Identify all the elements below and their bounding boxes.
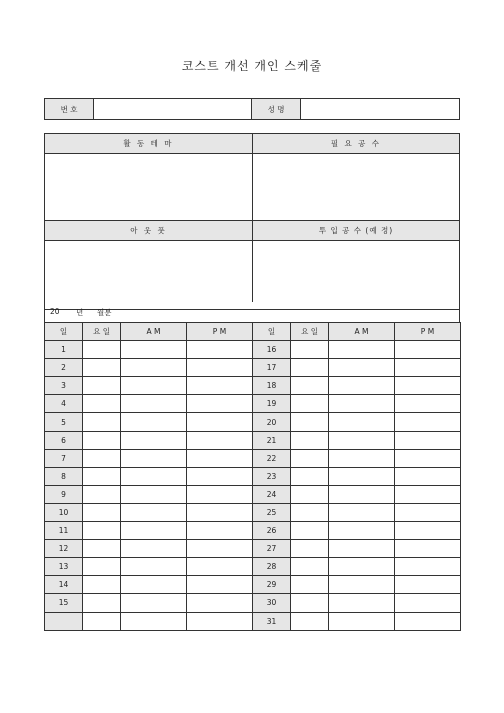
schedule-header-row xyxy=(45,323,461,341)
weekday-field[interactable] xyxy=(291,467,329,485)
table-row xyxy=(45,485,461,503)
pm-field[interactable] xyxy=(395,576,461,594)
am-field[interactable] xyxy=(121,377,187,395)
pm-field[interactable] xyxy=(395,522,461,540)
pm-field[interactable] xyxy=(395,540,461,558)
day-cell: 27 xyxy=(253,540,291,558)
am-field[interactable] xyxy=(329,359,395,377)
am-field[interactable] xyxy=(121,431,187,449)
day-cell: 31 xyxy=(253,612,291,630)
table-row xyxy=(45,503,461,521)
am-field[interactable] xyxy=(121,612,187,630)
weekday-field[interactable] xyxy=(291,359,329,377)
page-title: 코스트 개선 개인 스케줄 xyxy=(181,59,323,73)
am-field[interactable] xyxy=(329,485,395,503)
weekday-field[interactable] xyxy=(291,558,329,576)
table-row xyxy=(45,395,461,413)
am-field[interactable] xyxy=(121,485,187,503)
day-cell: 8 xyxy=(45,467,83,485)
day-cell: 5 xyxy=(45,413,83,431)
day-cell: 3 xyxy=(45,377,83,395)
weekday-field[interactable] xyxy=(83,485,121,503)
weekday-header: 요 일 xyxy=(291,323,329,341)
pm-field[interactable] xyxy=(395,612,461,630)
table-row xyxy=(45,341,461,359)
pm-field[interactable] xyxy=(187,431,253,449)
weekday-field[interactable] xyxy=(291,576,329,594)
day-cell: 22 xyxy=(253,449,291,467)
pm-field[interactable] xyxy=(395,395,461,413)
am-field[interactable] xyxy=(329,449,395,467)
pm-field[interactable] xyxy=(395,359,461,377)
pm-field[interactable] xyxy=(395,503,461,521)
am-field[interactable] xyxy=(329,341,395,359)
weekday-field[interactable] xyxy=(291,503,329,521)
am-field[interactable] xyxy=(121,359,187,377)
required-hours-content-field[interactable] xyxy=(253,154,459,221)
table-row xyxy=(45,522,461,540)
day-cell: 12 xyxy=(45,540,83,558)
weekday-header: 요 일 xyxy=(83,323,121,341)
day-cell: 30 xyxy=(253,594,291,612)
weekday-field[interactable] xyxy=(83,377,121,395)
pm-field[interactable] xyxy=(395,485,461,503)
table-row xyxy=(45,413,461,431)
weekday-field[interactable] xyxy=(83,395,121,413)
month-suffix: 월분 xyxy=(97,308,112,317)
day-cell: 17 xyxy=(253,359,291,377)
day-cell: 19 xyxy=(253,395,291,413)
day-cell: 28 xyxy=(253,558,291,576)
number-field[interactable] xyxy=(94,99,252,119)
pm-field[interactable] xyxy=(187,558,253,576)
weekday-field[interactable] xyxy=(83,341,121,359)
pm-field[interactable] xyxy=(395,449,461,467)
pm-field[interactable] xyxy=(187,377,253,395)
schedule-table xyxy=(44,322,461,631)
pm-field[interactable] xyxy=(395,594,461,612)
pm-field[interactable] xyxy=(187,576,253,594)
day-cell: 4 xyxy=(45,395,83,413)
am-header: A M xyxy=(121,323,187,341)
table-row xyxy=(45,431,461,449)
day-cell: 29 xyxy=(253,576,291,594)
planned-hours-content-field[interactable] xyxy=(253,241,459,302)
day-cell: 26 xyxy=(253,522,291,540)
weekday-field[interactable] xyxy=(83,413,121,431)
pm-field[interactable] xyxy=(395,467,461,485)
day-cell: 24 xyxy=(253,485,291,503)
pm-field[interactable] xyxy=(395,341,461,359)
pm-field[interactable] xyxy=(187,395,253,413)
day-cell: 20 xyxy=(253,413,291,431)
am-field[interactable] xyxy=(121,413,187,431)
theme-header: 활 동 테 마 xyxy=(45,134,253,154)
day-cell xyxy=(45,612,83,630)
pm-field[interactable] xyxy=(187,413,253,431)
day-header: 일 xyxy=(45,323,83,341)
am-field[interactable] xyxy=(121,558,187,576)
am-field[interactable] xyxy=(329,377,395,395)
table-row xyxy=(45,449,461,467)
day-cell: 6 xyxy=(45,431,83,449)
pm-field[interactable] xyxy=(395,431,461,449)
table-row xyxy=(45,359,461,377)
name-field[interactable] xyxy=(301,99,459,119)
weekday-field[interactable] xyxy=(291,612,329,630)
day-cell: 14 xyxy=(45,576,83,594)
day-cell: 16 xyxy=(253,341,291,359)
day-cell: 18 xyxy=(253,377,291,395)
id-row xyxy=(44,98,460,120)
am-field[interactable] xyxy=(329,594,395,612)
day-cell: 2 xyxy=(45,359,83,377)
pm-field[interactable] xyxy=(187,540,253,558)
weekday-field[interactable] xyxy=(291,485,329,503)
am-field[interactable] xyxy=(121,341,187,359)
pm-field[interactable] xyxy=(187,594,253,612)
required-hours-header: 필 요 공 수 xyxy=(253,134,459,154)
weekday-field[interactable] xyxy=(83,431,121,449)
number-label: 번 호 xyxy=(45,99,94,119)
year-prefix: 20 xyxy=(50,307,60,316)
weekday-field[interactable] xyxy=(83,522,121,540)
am-field[interactable] xyxy=(121,594,187,612)
day-cell: 7 xyxy=(45,449,83,467)
am-field[interactable] xyxy=(121,467,187,485)
weekday-field[interactable] xyxy=(291,449,329,467)
day-cell: 10 xyxy=(45,503,83,521)
pm-field[interactable] xyxy=(395,413,461,431)
day-cell: 1 xyxy=(45,341,83,359)
weekday-field[interactable] xyxy=(83,503,121,521)
table-row xyxy=(45,594,461,612)
output-content-field[interactable] xyxy=(45,241,253,302)
table-row xyxy=(45,558,461,576)
pm-field[interactable] xyxy=(187,612,253,630)
name-label: 성 명 xyxy=(252,99,301,119)
pm-field[interactable] xyxy=(187,503,253,521)
pm-field[interactable] xyxy=(187,359,253,377)
am-field[interactable] xyxy=(329,576,395,594)
am-field[interactable] xyxy=(121,522,187,540)
weekday-field[interactable] xyxy=(83,594,121,612)
table-row xyxy=(45,576,461,594)
am-field[interactable] xyxy=(329,431,395,449)
day-cell: 21 xyxy=(253,431,291,449)
table-row xyxy=(45,377,461,395)
pm-field[interactable] xyxy=(187,522,253,540)
pm-field[interactable] xyxy=(187,341,253,359)
weekday-field[interactable] xyxy=(291,431,329,449)
day-cell: 13 xyxy=(45,558,83,576)
day-header: 일 xyxy=(253,323,291,341)
weekday-field[interactable] xyxy=(291,522,329,540)
pm-field[interactable] xyxy=(187,485,253,503)
am-field[interactable] xyxy=(121,449,187,467)
weekday-field[interactable] xyxy=(83,540,121,558)
am-header: A M xyxy=(329,323,395,341)
month-line xyxy=(44,300,460,322)
am-field[interactable] xyxy=(329,467,395,485)
am-field[interactable] xyxy=(329,522,395,540)
weekday-field[interactable] xyxy=(83,558,121,576)
theme-content-field[interactable] xyxy=(45,154,253,221)
pm-field[interactable] xyxy=(395,377,461,395)
table-row xyxy=(45,467,461,485)
day-cell: 15 xyxy=(45,594,83,612)
weekday-field[interactable] xyxy=(291,594,329,612)
weekday-field[interactable] xyxy=(291,413,329,431)
pm-field[interactable] xyxy=(395,558,461,576)
planned-hours-header: 투 입 공 수 (예 정) xyxy=(253,221,459,241)
table-row xyxy=(45,612,461,630)
am-field[interactable] xyxy=(329,503,395,521)
am-field[interactable] xyxy=(329,395,395,413)
am-field[interactable] xyxy=(329,558,395,576)
am-field[interactable] xyxy=(121,395,187,413)
weekday-field[interactable] xyxy=(83,467,121,485)
am-field[interactable] xyxy=(329,540,395,558)
weekday-field[interactable] xyxy=(291,540,329,558)
pm-field[interactable] xyxy=(187,449,253,467)
am-field[interactable] xyxy=(329,413,395,431)
am-field[interactable] xyxy=(329,612,395,630)
weekday-field[interactable] xyxy=(83,449,121,467)
pm-field[interactable] xyxy=(187,467,253,485)
weekday-field[interactable] xyxy=(83,359,121,377)
am-field[interactable] xyxy=(121,540,187,558)
output-header: 아 웃 풋 xyxy=(45,221,253,241)
pm-header: P M xyxy=(395,323,461,341)
weekday-field[interactable] xyxy=(83,576,121,594)
table-row xyxy=(45,540,461,558)
day-cell: 23 xyxy=(253,467,291,485)
am-field[interactable] xyxy=(121,503,187,521)
day-cell: 11 xyxy=(45,522,83,540)
weekday-field[interactable] xyxy=(291,377,329,395)
day-cell: 9 xyxy=(45,485,83,503)
pm-header: P M xyxy=(187,323,253,341)
am-field[interactable] xyxy=(121,576,187,594)
activity-section xyxy=(44,133,460,310)
day-cell: 25 xyxy=(253,503,291,521)
year-suffix: 년 xyxy=(76,308,84,317)
weekday-field[interactable] xyxy=(83,612,121,630)
weekday-field[interactable] xyxy=(291,341,329,359)
weekday-field[interactable] xyxy=(291,395,329,413)
